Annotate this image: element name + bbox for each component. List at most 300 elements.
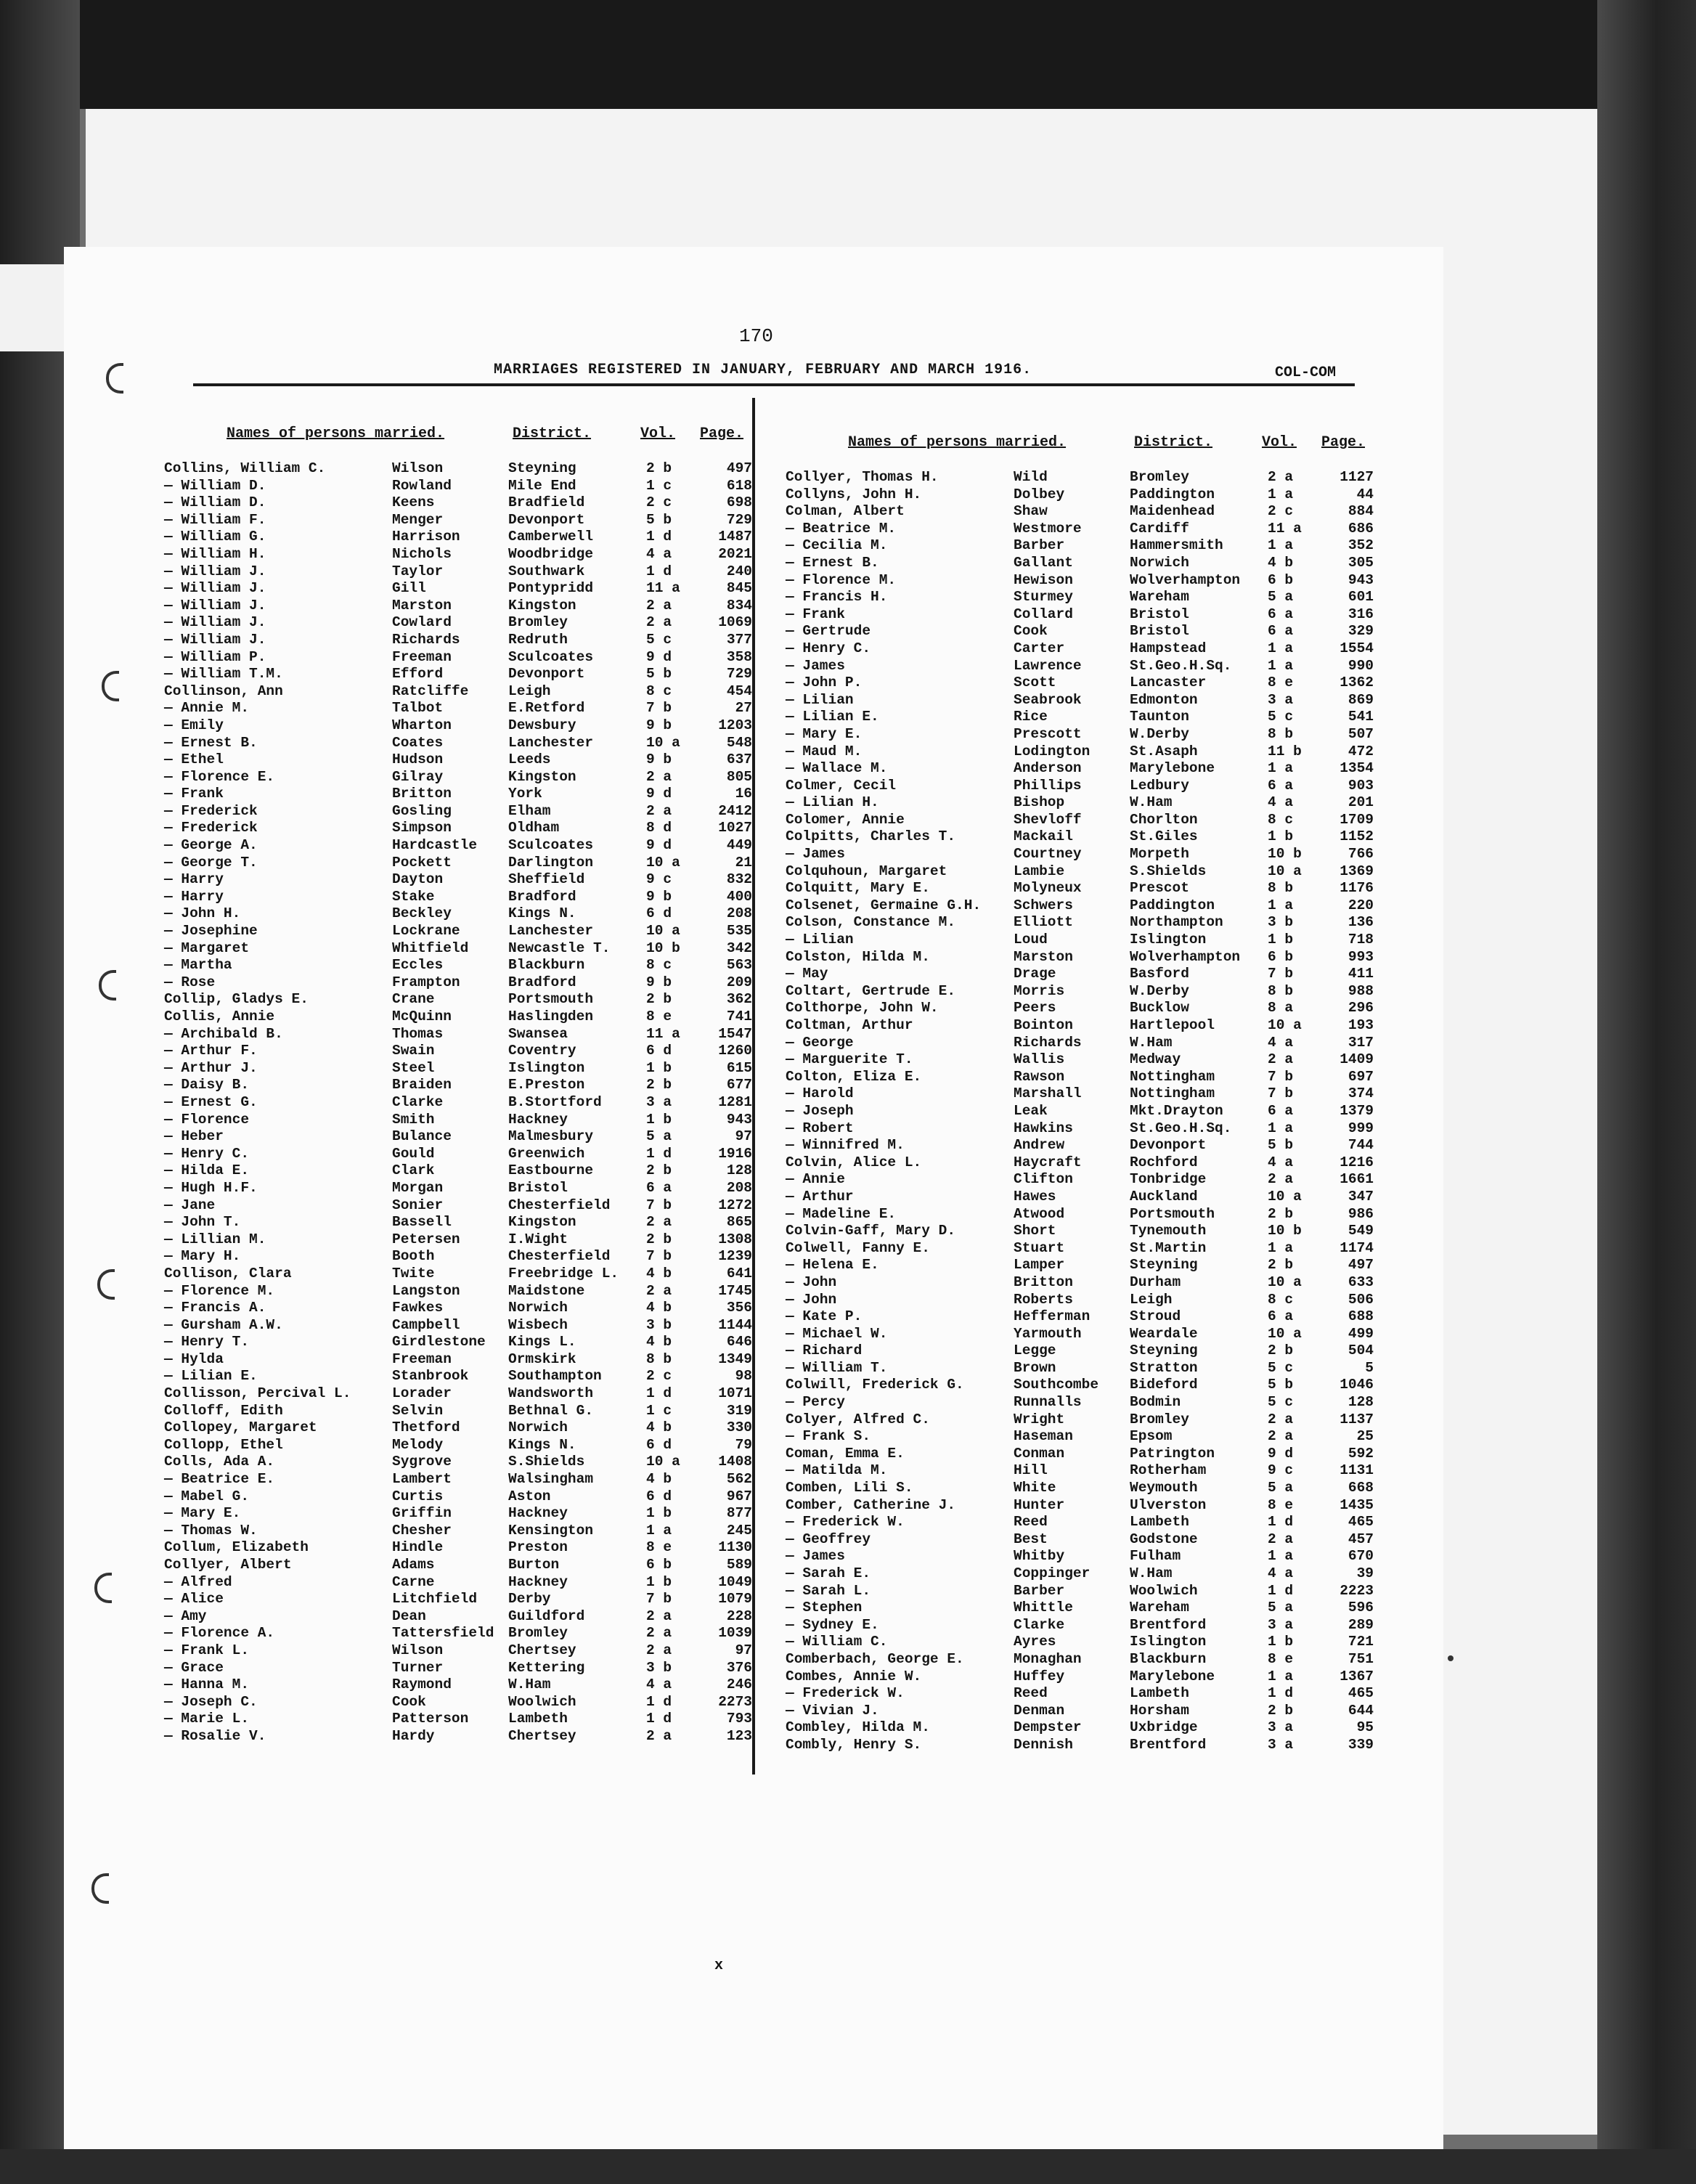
entry-name: — Florence A. — [164, 1625, 275, 1642]
entry-page: 342 — [726, 940, 752, 956]
entry-page: 548 — [726, 734, 752, 751]
entry-volume: 2 a — [646, 1625, 672, 1642]
entry-name: — Florence — [164, 1111, 250, 1128]
entry-volume: 9 c — [1268, 1462, 1294, 1479]
entry-spouse: Rawson — [1014, 1068, 1065, 1085]
entry-page: 347 — [1348, 1188, 1374, 1205]
register-entry — [164, 666, 767, 683]
entry-name: Comben, Lili S. — [786, 1480, 913, 1496]
register-entry — [164, 820, 767, 837]
entry-spouse: Clark — [392, 1162, 435, 1179]
entry-name: — William T. — [786, 1359, 888, 1376]
entry-district: Blackburn — [508, 957, 585, 974]
entry-district: Blackburn — [1130, 1650, 1207, 1667]
entry-name: Coltman, Arthur — [786, 1017, 913, 1033]
entry-volume: 6 b — [1268, 571, 1294, 588]
entry-page: 698 — [726, 494, 752, 511]
register-entry — [164, 1368, 767, 1385]
entry-page: 25 — [1356, 1428, 1374, 1445]
entry-spouse: Yarmouth — [1014, 1325, 1082, 1342]
register-entry — [164, 1625, 767, 1642]
entry-page: 805 — [726, 768, 752, 785]
entry-volume: 6 a — [1268, 1102, 1294, 1119]
register-entry — [786, 606, 1388, 624]
entry-volume: 4 b — [646, 1471, 672, 1488]
entry-name: — Winnifred M. — [786, 1137, 905, 1154]
entry-page: 943 — [726, 1111, 752, 1128]
entry-volume: 6 a — [1268, 777, 1294, 794]
register-entry — [786, 1137, 1388, 1154]
entry-volume: 1 d — [646, 1385, 672, 1402]
entry-volume: 2 b — [646, 1077, 672, 1093]
entry-district: Tynemouth — [1130, 1223, 1207, 1239]
entry-page: 305 — [1348, 554, 1374, 571]
register-entry — [786, 1051, 1388, 1069]
entry-name: — Lillian M. — [164, 1231, 266, 1247]
register-entry — [786, 1292, 1388, 1309]
register-entry — [786, 1035, 1388, 1052]
entry-district: E.Retford — [508, 700, 585, 717]
entry-spouse: Haycraft — [1014, 1154, 1082, 1170]
register-entry — [164, 1009, 767, 1026]
entry-name: — Francis A. — [164, 1300, 266, 1316]
entry-volume: 1 a — [1268, 1120, 1294, 1136]
register-entry — [164, 1112, 767, 1129]
entry-spouse: Wilson — [392, 460, 444, 476]
entry-spouse: Gallant — [1014, 554, 1073, 571]
entry-page: 668 — [1348, 1480, 1374, 1496]
entry-spouse: Clarke — [392, 1093, 444, 1110]
entry-district: Rochford — [1130, 1154, 1198, 1170]
entry-name: — Ernest G. — [164, 1093, 258, 1110]
page-title: MARRIAGES REGISTERED IN JANUARY, FEBRUARY AND MARCH 1916. — [494, 362, 1032, 378]
entry-page: 317 — [1348, 1034, 1374, 1051]
entry-page: 677 — [726, 1077, 752, 1093]
entry-page: 903 — [1348, 777, 1374, 794]
entry-spouse: Pockett — [392, 854, 452, 871]
entry-spouse: Wallis — [1014, 1051, 1065, 1068]
entry-district: Islington — [1130, 1634, 1207, 1650]
entry-district: Paddington — [1130, 897, 1215, 913]
entry-page: 1354 — [1340, 760, 1374, 777]
entry-page: 201 — [1348, 794, 1374, 811]
entry-volume: 1 a — [1268, 1548, 1294, 1565]
entry-volume: 11 a — [646, 580, 680, 597]
entry-volume: 2 b — [1268, 1342, 1294, 1359]
entry-spouse: Marshall — [1014, 1085, 1082, 1102]
scanner-background-right — [1597, 0, 1696, 2184]
entry-page: 98 — [735, 1368, 752, 1385]
entry-volume: 4 b — [646, 1334, 672, 1350]
entry-name: — Lilian — [786, 691, 854, 708]
entry-volume: 4 a — [646, 545, 672, 562]
right-entries — [786, 469, 1388, 1754]
entry-district: S.Shields — [1130, 863, 1207, 879]
entry-spouse: Bulance — [392, 1128, 452, 1145]
entry-district: Bodmin — [1130, 1394, 1181, 1411]
entry-page: 1554 — [1340, 640, 1374, 656]
entry-name: Colvin, Alice L. — [786, 1154, 922, 1170]
entry-volume: 8 e — [1268, 1650, 1294, 1667]
entry-district: Marylebone — [1130, 1668, 1215, 1684]
entry-page: 2273 — [718, 1693, 752, 1710]
footer-mark: x — [714, 1957, 724, 1974]
entry-name: — George — [786, 1034, 854, 1051]
entry-page: 967 — [726, 1488, 752, 1504]
entry-volume: 7 b — [1268, 966, 1294, 982]
entry-spouse: Smith — [392, 1111, 435, 1128]
entry-name: — James — [786, 846, 845, 863]
entry-page: 646 — [726, 1334, 752, 1350]
entry-volume: 5 b — [646, 511, 672, 528]
entry-volume: 2 a — [1268, 1411, 1294, 1427]
entry-name: Combly, Henry S. — [786, 1736, 922, 1753]
entry-district: Elham — [508, 802, 551, 819]
entry-volume: 1 d — [1268, 1582, 1294, 1599]
entry-volume: 2 a — [1268, 1051, 1294, 1068]
entry-name: — Heber — [164, 1128, 224, 1145]
register-entry — [786, 1462, 1388, 1480]
entry-name: — Emily — [164, 717, 224, 733]
entry-volume: 7 b — [646, 700, 672, 717]
entry-volume: 6 d — [646, 1488, 672, 1504]
entry-name: — John — [786, 1274, 837, 1290]
entry-volume: 10 a — [1268, 863, 1302, 879]
entry-volume: 1 d — [646, 1693, 672, 1710]
register-entry — [164, 923, 767, 940]
entry-name: — Frank S. — [786, 1428, 871, 1445]
register-entry — [164, 905, 767, 923]
entry-district: I.Wight — [508, 1231, 568, 1247]
entry-name: — Annie M. — [164, 700, 250, 717]
entry-spouse: Dayton — [392, 871, 444, 888]
entry-name: Colloff, Edith — [164, 1402, 283, 1419]
entry-district: Leeds — [508, 751, 551, 768]
entry-name: — Lilian — [786, 932, 854, 948]
entry-name: — Joseph C. — [164, 1693, 258, 1710]
register-entry — [786, 1703, 1388, 1720]
entry-district: Ledbury — [1130, 777, 1189, 794]
entry-district: Lambeth — [1130, 1685, 1189, 1702]
entry-name: — John T. — [164, 1214, 241, 1231]
entry-name: Colson, Constance M. — [786, 914, 956, 931]
entry-name: — Hilda E. — [164, 1162, 250, 1179]
entry-district: E.Preston — [508, 1077, 585, 1093]
entry-volume: 4 a — [1268, 1034, 1294, 1051]
entry-page: 641 — [726, 1265, 752, 1282]
entry-spouse: Lamper — [1014, 1257, 1065, 1274]
entry-district: Kingston — [508, 1214, 576, 1231]
entry-name: — Grace — [164, 1659, 224, 1676]
register-entry — [786, 675, 1388, 692]
entry-page: 729 — [726, 666, 752, 682]
register-entry — [786, 1668, 1388, 1686]
entry-district: Chertsey — [508, 1642, 576, 1658]
register-entry — [786, 1017, 1388, 1035]
entry-spouse: Denman — [1014, 1702, 1065, 1719]
entry-spouse: Freeman — [392, 1350, 452, 1367]
register-entry — [786, 1394, 1388, 1411]
register-entry — [786, 1223, 1388, 1240]
entry-district: Taunton — [1130, 709, 1189, 725]
entry-page: 1408 — [718, 1454, 752, 1470]
entry-name: Collis, Annie — [164, 1009, 275, 1024]
entry-spouse: Coppinger — [1014, 1565, 1090, 1581]
entry-district: Basford — [1130, 966, 1189, 982]
entry-page: 21 — [735, 854, 752, 871]
entry-page: 986 — [1348, 1205, 1374, 1222]
register-entry — [786, 1189, 1388, 1206]
entry-district: Kings N. — [508, 905, 576, 922]
register-entry — [786, 794, 1388, 812]
entry-name: — Frederick W. — [786, 1514, 905, 1531]
entry-volume: 2 a — [646, 802, 672, 819]
entry-district: Bristol — [508, 1179, 568, 1196]
register-entry — [786, 778, 1388, 795]
entry-district: Oldham — [508, 820, 560, 836]
entry-volume: 9 b — [646, 974, 672, 990]
entry-name: Collinson, Ann — [164, 682, 283, 699]
entry-district: Wolverhampton — [1130, 571, 1241, 588]
entry-district: Devonport — [1130, 1137, 1207, 1154]
entry-volume: 11 a — [646, 1025, 680, 1042]
entry-page: 95 — [1356, 1719, 1374, 1736]
entry-name: — Arthur J. — [164, 1059, 258, 1076]
entry-page: 240 — [726, 563, 752, 579]
entry-page: 993 — [1348, 948, 1374, 965]
entry-page: 1039 — [718, 1625, 752, 1642]
entry-spouse: Adams — [392, 1557, 435, 1573]
entry-volume: 6 d — [646, 1043, 672, 1059]
entry-spouse: Runnalls — [1014, 1394, 1082, 1411]
register-entry — [786, 1342, 1388, 1360]
entry-spouse: Ratcliffe — [392, 682, 469, 699]
register-entry — [786, 1206, 1388, 1223]
entry-volume: 5 b — [1268, 1137, 1294, 1154]
entry-page: 228 — [726, 1608, 752, 1624]
register-entry — [786, 658, 1388, 675]
entry-page: 1216 — [1340, 1154, 1374, 1170]
register-entry — [164, 1231, 767, 1249]
entry-spouse: Sygrove — [392, 1454, 452, 1470]
register-entry — [164, 1728, 767, 1745]
entry-district: Uxbridge — [1130, 1719, 1198, 1736]
entry-district: Maidstone — [508, 1282, 585, 1299]
entry-spouse: Steel — [392, 1059, 435, 1076]
entry-name: Colquhoun, Margaret — [786, 863, 947, 879]
entry-spouse: Harrison — [392, 529, 460, 545]
entry-volume: 4 a — [1268, 1565, 1294, 1581]
entry-district: Chorlton — [1130, 811, 1198, 828]
entry-name: — Frank — [786, 606, 845, 622]
register-entry — [164, 991, 767, 1009]
entry-page: 1152 — [1340, 828, 1374, 845]
entry-name: — Frederick W. — [786, 1685, 905, 1702]
register-entry — [164, 1488, 767, 1506]
entry-spouse: Anderson — [1014, 760, 1082, 777]
register-entry — [164, 1642, 767, 1660]
entry-district: Derby — [508, 1591, 551, 1608]
register-entry — [164, 957, 767, 974]
entry-name: — Gertrude — [786, 623, 871, 640]
entry-district: Redruth — [508, 631, 568, 648]
register-entry — [786, 1583, 1388, 1600]
entry-volume: 2 c — [646, 1368, 672, 1385]
entry-volume: 1 d — [646, 529, 672, 545]
entry-page: 1487 — [718, 529, 752, 545]
entry-volume: 5 a — [646, 1128, 672, 1145]
entry-district: Steyning — [1130, 1257, 1198, 1274]
register-entry — [786, 692, 1388, 709]
entry-spouse: Rowland — [392, 477, 452, 494]
entry-volume: 6 d — [646, 1436, 672, 1453]
entry-name: Combley, Hilda M. — [786, 1719, 930, 1736]
entry-page: 670 — [1348, 1548, 1374, 1565]
register-entry — [164, 1419, 767, 1437]
register-entry — [786, 1154, 1388, 1172]
register-entry — [786, 1069, 1388, 1086]
entry-volume: 2 a — [646, 1642, 672, 1658]
entry-volume: 8 e — [1268, 675, 1294, 691]
entry-page: 751 — [1348, 1650, 1374, 1667]
entry-name: Colvin-Gaff, Mary D. — [786, 1223, 956, 1239]
entry-volume: 9 d — [646, 786, 672, 802]
entry-volume: 4 b — [646, 1265, 672, 1282]
entry-volume: 2 b — [646, 1231, 672, 1247]
entry-page: 454 — [726, 682, 752, 699]
entry-page: 766 — [1348, 846, 1374, 863]
entry-page: 5 — [1365, 1359, 1374, 1376]
entry-page: 1362 — [1340, 675, 1374, 691]
entry-spouse: Eccles — [392, 957, 444, 974]
entry-volume: 3 a — [646, 1093, 672, 1110]
entry-page: 1281 — [718, 1093, 752, 1110]
scanner-background-bottom — [0, 2149, 1696, 2184]
entry-district: Kingston — [508, 597, 576, 614]
entry-spouse: Morris — [1014, 982, 1065, 999]
entry-volume: 4 b — [646, 1300, 672, 1316]
entry-spouse: Haseman — [1014, 1428, 1073, 1445]
entry-spouse: Stake — [392, 888, 435, 905]
entry-name: — William D. — [164, 477, 266, 494]
entry-district: Leigh — [508, 682, 551, 699]
entry-district: Sheffield — [508, 871, 585, 888]
entry-volume: 5 a — [1268, 1480, 1294, 1496]
register-entry — [786, 1257, 1388, 1274]
register-entry — [164, 786, 767, 803]
entry-spouse: Coates — [392, 734, 444, 751]
entry-spouse: Roberts — [1014, 1291, 1073, 1308]
entry-volume: 8 e — [1268, 1496, 1294, 1513]
entry-page: 507 — [1348, 725, 1374, 742]
entry-volume: 11 b — [1268, 743, 1302, 759]
entry-page: 330 — [726, 1419, 752, 1436]
entry-page: 1916 — [718, 1145, 752, 1162]
register-entry — [164, 1608, 767, 1626]
entry-name: Collins, William C. — [164, 460, 326, 476]
entry-name: — Rosalie V. — [164, 1727, 266, 1744]
entry-page: 869 — [1348, 691, 1374, 708]
entry-spouse: Carne — [392, 1573, 435, 1590]
entry-spouse: Best — [1014, 1531, 1048, 1547]
register-entry — [786, 1085, 1388, 1103]
entry-district: Kings L. — [508, 1334, 576, 1350]
entry-district: Eastbourne — [508, 1162, 594, 1179]
entry-page: 319 — [726, 1402, 752, 1419]
entry-district: Swansea — [508, 1025, 568, 1042]
entry-spouse: Shaw — [1014, 503, 1048, 520]
register-entry — [164, 1180, 767, 1197]
entry-volume: 1 d — [646, 1711, 672, 1727]
entry-name: — William F. — [164, 511, 266, 528]
entry-spouse: Hawkins — [1014, 1120, 1073, 1136]
entry-district: Auckland — [1130, 1188, 1198, 1205]
entry-volume: 1 a — [1268, 537, 1294, 554]
entry-volume: 4 a — [1268, 794, 1294, 811]
entry-page: 637 — [726, 751, 752, 768]
entry-spouse: Bointon — [1014, 1017, 1073, 1033]
entry-name: — Henry T. — [164, 1334, 250, 1350]
entry-volume: 2 a — [646, 614, 672, 631]
entry-spouse: Southcombe — [1014, 1377, 1099, 1393]
entry-spouse: Dempster — [1014, 1719, 1082, 1736]
register-entry — [786, 880, 1388, 897]
entry-page: 209 — [726, 974, 752, 990]
entry-volume: 9 d — [1268, 1445, 1294, 1462]
register-entry — [164, 1043, 767, 1060]
register-entry — [786, 1411, 1388, 1429]
entry-volume: 10 a — [646, 1454, 680, 1470]
register-entry — [164, 1197, 767, 1215]
entry-name: — May — [786, 966, 828, 982]
register-entry — [786, 1446, 1388, 1463]
entry-name: — Rose — [164, 974, 216, 990]
entry-spouse: Griffin — [392, 1505, 452, 1522]
entry-page: 563 — [726, 957, 752, 974]
entry-page: 465 — [1348, 1685, 1374, 1702]
entry-page: 374 — [1348, 1085, 1374, 1102]
entry-volume: 2 a — [1268, 1531, 1294, 1547]
entry-name: — James — [786, 657, 845, 674]
entry-volume: 1 b — [1268, 1634, 1294, 1650]
entry-district: Devonport — [508, 511, 585, 528]
entry-volume: 2 a — [646, 1282, 672, 1299]
entry-name: Colthorpe, John W. — [786, 1000, 939, 1016]
entry-spouse: Patterson — [392, 1711, 469, 1727]
entry-page: 644 — [1348, 1702, 1374, 1719]
entry-volume: 1 a — [1268, 1239, 1294, 1256]
entry-spouse: Campbell — [392, 1316, 460, 1333]
entry-spouse: Wharton — [392, 717, 452, 733]
register-entry — [786, 863, 1388, 881]
entry-page: 741 — [726, 1009, 752, 1024]
entry-page: 1131 — [1340, 1462, 1374, 1479]
register-entry — [164, 1660, 767, 1677]
entry-page: 128 — [726, 1162, 752, 1179]
entry-district: Wolverhampton — [1130, 948, 1241, 965]
entry-volume: 10 a — [646, 923, 680, 940]
register-entry — [164, 1403, 767, 1420]
entry-volume: 1 c — [646, 477, 672, 494]
entry-spouse: Lawrence — [1014, 657, 1082, 674]
register-entry — [786, 1651, 1388, 1668]
entry-district: Freebridge L. — [508, 1265, 619, 1282]
entry-district: Leigh — [1130, 1291, 1173, 1308]
register-entry — [164, 1676, 767, 1694]
entry-district: Weardale — [1130, 1325, 1198, 1342]
register-entry — [786, 469, 1388, 486]
entry-spouse: Hawes — [1014, 1188, 1056, 1205]
